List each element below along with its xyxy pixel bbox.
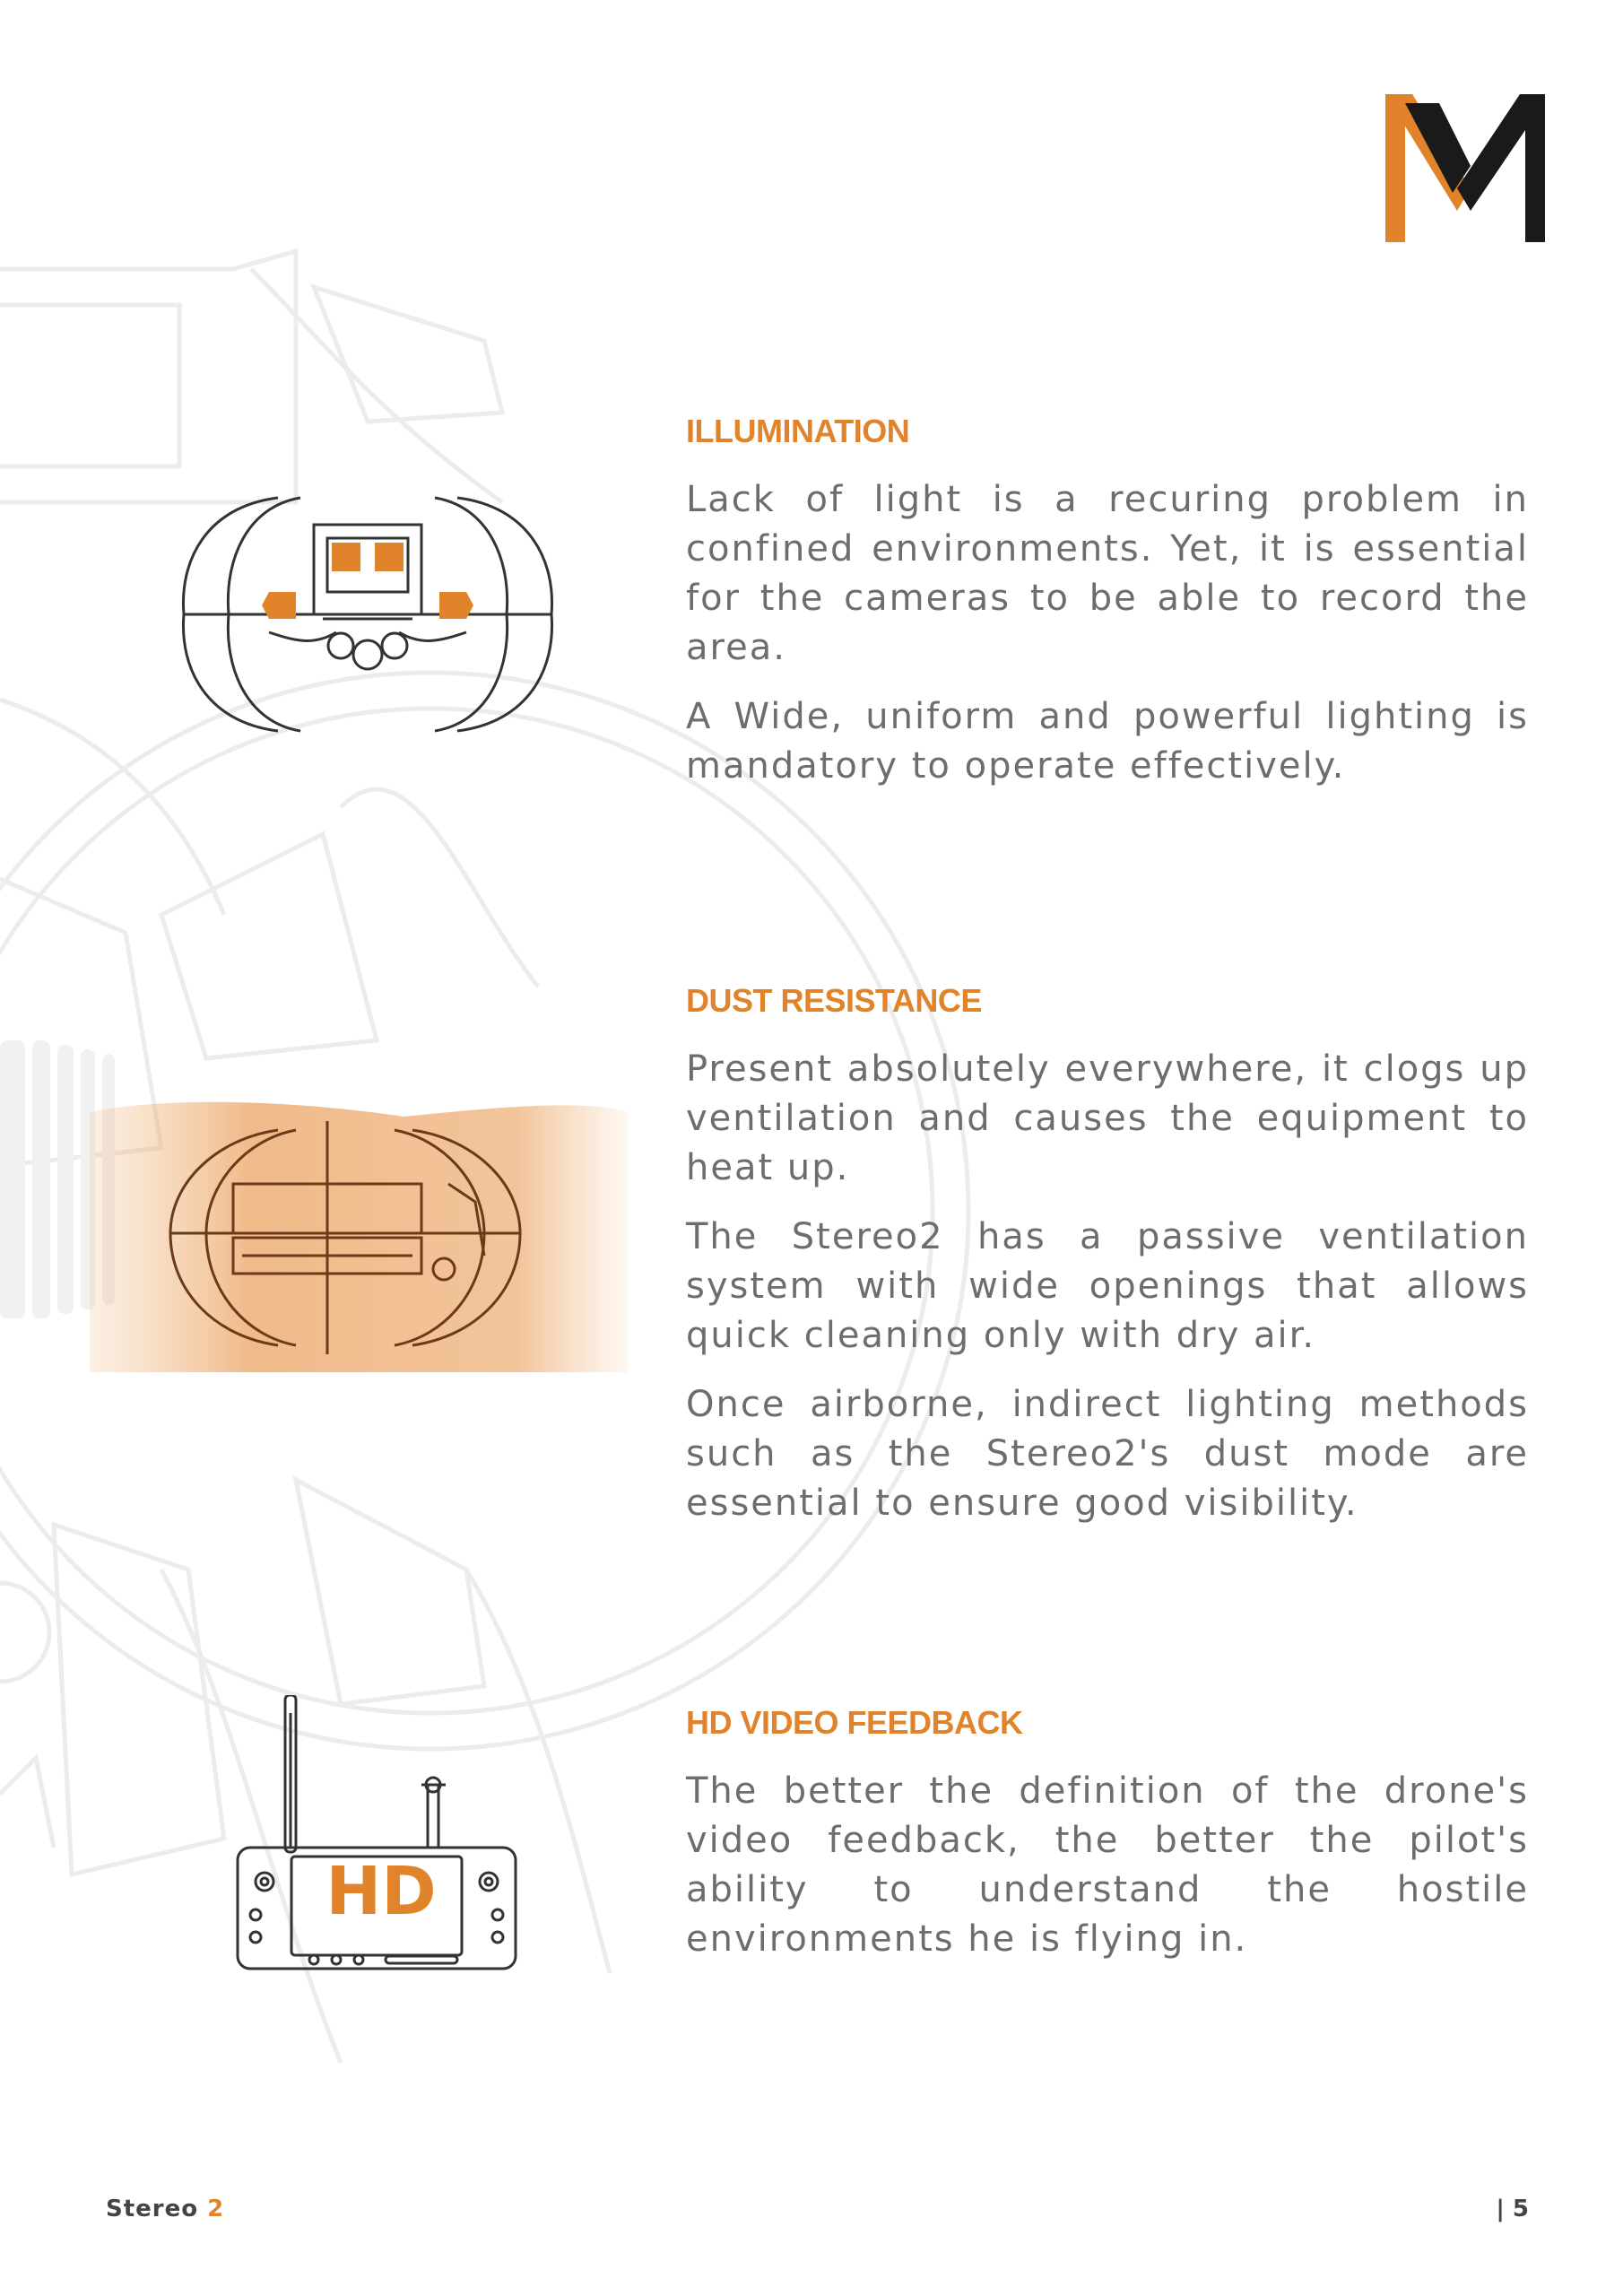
section-title: ILLUMINATION: [686, 413, 910, 449]
section-paragraph: Once airborne, indirect lighting methods such as the Stereo2's dust mode are essential to ensure good visibility.: [686, 1384, 1529, 1524]
section-illumination: [686, 413, 1529, 811]
section-title: HD VIDEO FEEDBACK: [686, 1704, 1023, 1741]
section-paragraph: A Wide, uniform and powerful lighting is mandatory to operate effectively.: [686, 696, 1529, 787]
section-dust-resistance: [686, 982, 1529, 1548]
footer-product-number: 2: [207, 2196, 225, 2222]
drone-front-illustration-icon: [179, 489, 556, 740]
section-paragraph: The Stereo2 has a passive ventilation system with wide openings that allows quick cleaning only with dry air.: [686, 1216, 1529, 1356]
section-title: DUST RESISTANCE: [686, 982, 982, 1019]
section-paragraph: Present absolutely everywhere, it clogs up ventilation and causes the equipment to heat up.: [686, 1048, 1529, 1188]
footer-page-number: | 5: [1496, 2196, 1529, 2222]
footer-product-name: [106, 2196, 224, 2222]
section-paragraph: Lack of light is a recuring problem in confined environments. Yet, it is essential for the cameras to be able to record the area.: [686, 479, 1529, 668]
drone-dust-illustration-icon: [90, 1076, 628, 1372]
footer-product-word: Stereo: [106, 2196, 199, 2222]
brand-m-logo-icon: [1385, 94, 1547, 242]
hd-screen-label: HD: [325, 1853, 437, 1930]
section-paragraph: The better the definition of the drone's video feedback, the better the pilot's ability to understand the hostile environments he is flying in.: [686, 1770, 1529, 1960]
section-hd-video-feedback: [686, 1704, 1529, 1984]
